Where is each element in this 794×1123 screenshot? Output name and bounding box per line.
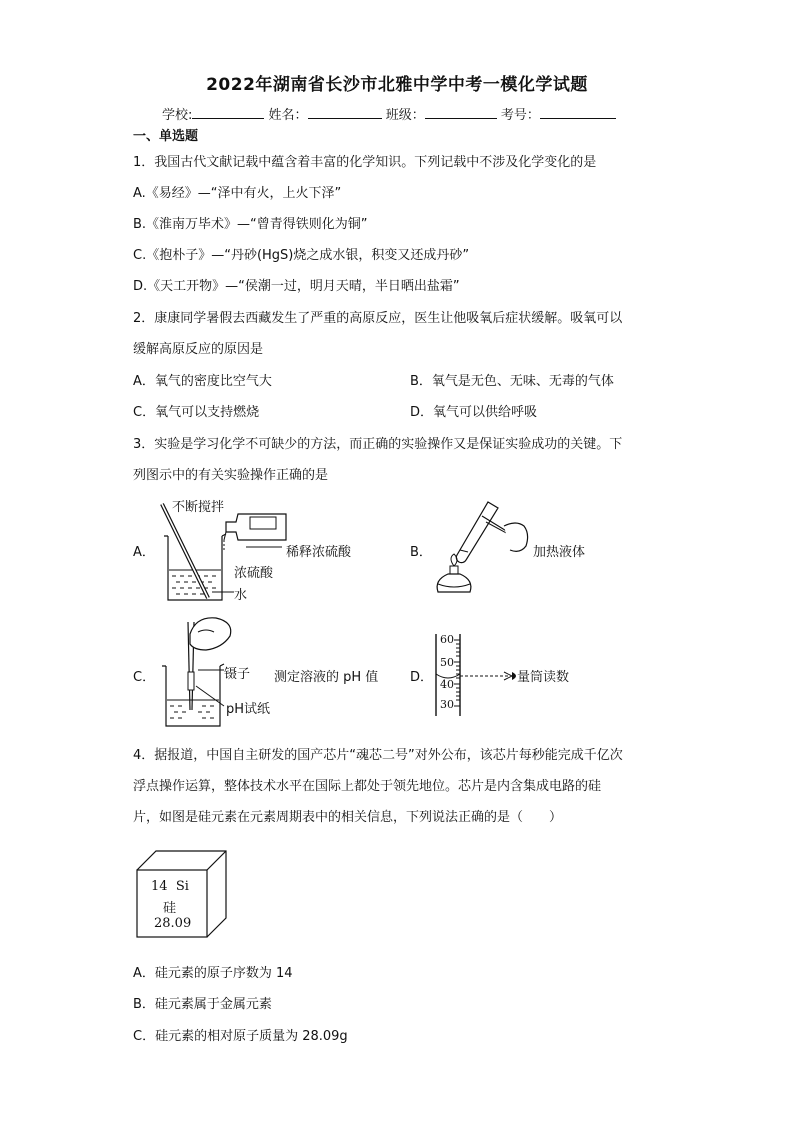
q4-option-b: B．硅元素属于金属元素 [133, 997, 272, 1012]
q3-b-letter: B． [410, 545, 432, 560]
q4-stem-line2: 浮点操作运算，整体技术水平在国际上都处于领先地位。芯片是内含集成电路的硅 [133, 779, 602, 794]
q2-stem-line1: 2．康康同学暑假去西藏发生了严重的高原反应，医生让他吸氧后症状缓解。吸氧可以 [133, 311, 623, 326]
q4-stem-line1: 4．据报道，中国自主研发的国产芯片“魂芯二号”对外公布，该芯片每秒能完成千亿次 [133, 748, 623, 763]
q1-option-b: B.《淮南万毕术》—“曾青得铁则化为铜” [133, 217, 368, 232]
element-symbol: Si [175, 879, 189, 894]
q2-option-a: A．氧气的密度比空气大 [133, 374, 272, 389]
element-name: 硅 [163, 901, 177, 916]
q1-stem: 1．我国古代文献记载中蕴含着丰富的化学知识。下列记载中不涉及化学变化的是 [133, 155, 597, 170]
q4-option-c: C．硅元素的相对原子质量为 28.09g [133, 1029, 348, 1044]
tweezers-label: 镊子 [224, 667, 251, 682]
heating-illustration [424, 496, 534, 602]
school-blank[interactable] [192, 106, 264, 119]
student-info-line [162, 104, 616, 123]
q3-a-letter: A． [133, 545, 155, 560]
heat-label: 加热液体 [533, 545, 586, 560]
atomic-mass: 28.09 [154, 916, 192, 931]
school-label: 学校: [162, 108, 193, 123]
exam-number-blank[interactable] [540, 106, 616, 119]
class-label: 班级： [385, 108, 425, 123]
q1-option-d: D.《天工开物》—“侯潮一过，明月天晴，半日晒出盐霜” [133, 279, 460, 294]
q3-d-letter: D． [410, 670, 434, 685]
stir-label: 不断搅拌 [172, 500, 225, 515]
q3-c-letter: C． [133, 670, 156, 685]
tick-30: 30 [440, 698, 454, 711]
atomic-number: 14 Si [151, 879, 189, 894]
page-title: 2022年湖南省长沙市北雅中学中考一模化学试题 [206, 75, 588, 95]
water-label: 水 [234, 588, 248, 603]
acid-label: 浓硫酸 [234, 566, 274, 581]
ph-test-label: 测定溶液的 pH 值 [274, 670, 379, 685]
q2-option-c: C．氧气可以支持燃烧 [133, 405, 260, 420]
ph-paper-label: pH试纸 [226, 702, 271, 717]
tick-50: 50 [440, 656, 454, 669]
tick-60: 60 [440, 633, 454, 646]
q1-option-c: C.《抱朴子》—“丹砂(HgS)烧之成水银，积变又还成丹砂” [133, 248, 470, 263]
name-label: 姓名： [268, 108, 308, 123]
reading-label: 量筒读数 [517, 670, 570, 685]
q3-stem-line2: 列图示中的有关实验操作正确的是 [133, 468, 329, 483]
q4-option-a: A．硅元素的原子序数为 14 [133, 966, 293, 981]
exam-number-label: 考号： [500, 108, 540, 123]
q4-stem-line3: 片，如图是硅元素在元素周期表中的相关信息，下列说法正确的是（ ） [133, 810, 563, 825]
name-blank[interactable] [308, 106, 382, 119]
section-heading: 一、单选题 [133, 129, 199, 144]
q2-stem-line2: 缓解高原反应的原因是 [133, 342, 264, 357]
q2-option-b: B．氧气是无色、无味、无毒的气体 [410, 374, 614, 389]
q3-stem-line1: 3．实验是学习化学不可缺少的方法，而正确的实验操作又是保证实验成功的关键。下 [133, 437, 623, 452]
q2-option-d: D．氧气可以供给呼吸 [410, 405, 538, 420]
tick-40: 40 [440, 678, 454, 691]
dilute-label: 稀释浓硫酸 [286, 545, 352, 560]
q1-option-a: A.《易经》—“泽中有火，上火下泽” [133, 186, 342, 201]
class-blank[interactable] [425, 106, 497, 119]
